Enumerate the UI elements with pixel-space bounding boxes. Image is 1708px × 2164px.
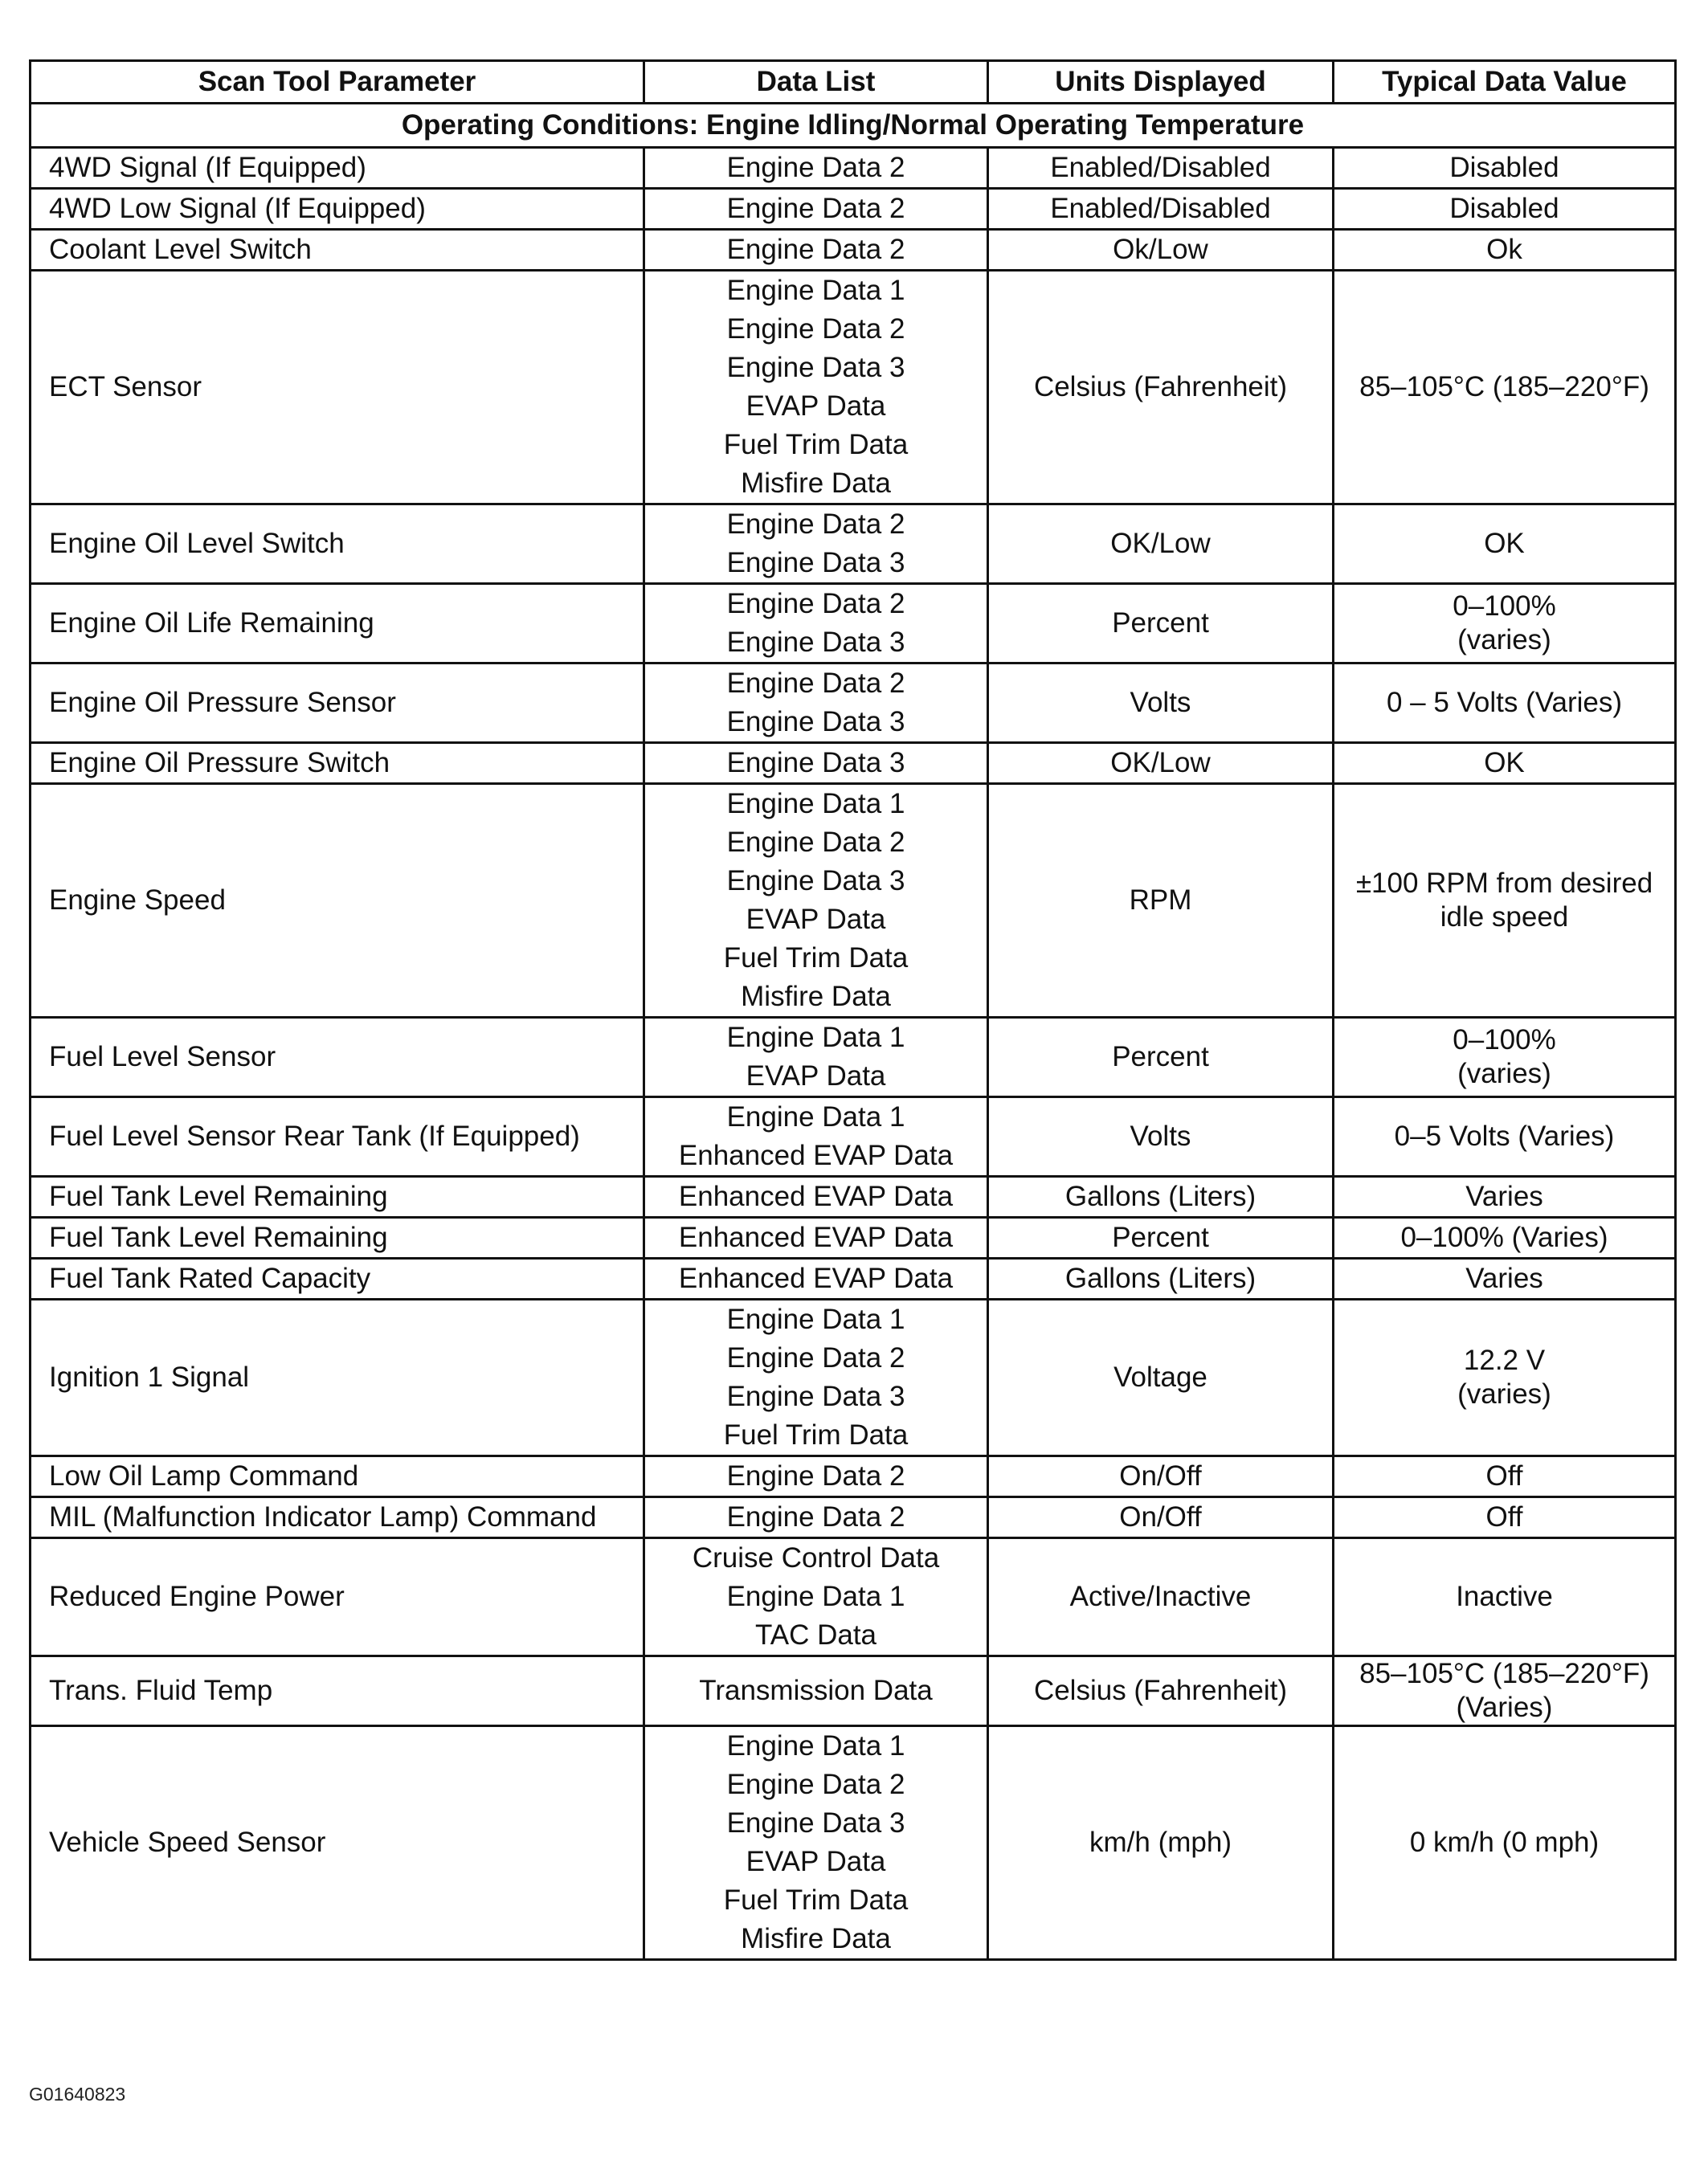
data-list-item: Engine Data 3 bbox=[726, 747, 905, 778]
data-list-item: Cruise Control Data bbox=[692, 1542, 940, 1574]
table-row bbox=[31, 1259, 1676, 1300]
typical-value-cell bbox=[1334, 1656, 1676, 1726]
data-list-item: Engine Data 3 bbox=[726, 627, 905, 658]
typical-value-line: Off bbox=[1485, 1460, 1523, 1492]
data-list-item: Engine Data 2 bbox=[726, 313, 905, 345]
units-cell: Volts bbox=[988, 1097, 1334, 1177]
typical-value-line: ±100 RPM from desired bbox=[1355, 868, 1653, 899]
units-cell: OK/Low bbox=[988, 743, 1334, 784]
data-list-item: Misfire Data bbox=[741, 468, 891, 499]
table-row bbox=[31, 271, 1676, 504]
units-cell: On/Off bbox=[988, 1497, 1334, 1538]
typical-value-cell bbox=[1334, 663, 1676, 743]
typical-value-cell bbox=[1334, 148, 1676, 189]
typical-value-cell bbox=[1334, 230, 1676, 271]
section-row bbox=[31, 104, 1676, 148]
data-list-item: Engine Data 1 bbox=[726, 1022, 905, 1053]
data-list-item: Engine Data 3 bbox=[726, 547, 905, 578]
data-list-cell bbox=[644, 230, 988, 271]
typical-value-cell bbox=[1334, 1300, 1676, 1456]
data-list-cell bbox=[644, 1097, 988, 1177]
typical-value-line: 85–105°C (185–220°F) bbox=[1359, 1658, 1649, 1689]
units-cell: Volts bbox=[988, 663, 1334, 743]
units-cell: Enabled/Disabled bbox=[988, 189, 1334, 230]
typical-value-cell bbox=[1334, 189, 1676, 230]
typical-value-line: 0 – 5 Volts (Varies) bbox=[1386, 687, 1623, 718]
data-list-item: Engine Data 1 bbox=[726, 788, 905, 819]
data-list-cell bbox=[644, 663, 988, 743]
table-row bbox=[31, 1726, 1676, 1960]
data-list-item: Transmission Data bbox=[699, 1675, 933, 1706]
parameter-cell: 4WD Low Signal (If Equipped) bbox=[31, 189, 644, 230]
data-list-item: Fuel Trim Data bbox=[723, 1884, 909, 1916]
header-row bbox=[31, 61, 1676, 104]
units-cell: Gallons (Liters) bbox=[988, 1259, 1334, 1300]
data-list-item: EVAP Data bbox=[746, 1846, 886, 1877]
typical-value-cell bbox=[1334, 1538, 1676, 1656]
data-list-cell bbox=[644, 189, 988, 230]
data-list-item: Engine Data 1 bbox=[726, 1304, 905, 1335]
units-cell: Percent bbox=[988, 584, 1334, 663]
data-list-item: Engine Data 3 bbox=[726, 706, 905, 737]
table-row bbox=[31, 1018, 1676, 1097]
typical-value-line: (Varies) bbox=[1456, 1692, 1553, 1723]
data-list-item: Engine Data 1 bbox=[726, 1101, 905, 1133]
data-list-item: Engine Data 2 bbox=[726, 1342, 905, 1374]
data-list-cell bbox=[644, 1018, 988, 1097]
parameter-cell: 4WD Signal (If Equipped) bbox=[31, 148, 644, 189]
units-cell: Ok/Low bbox=[988, 230, 1334, 271]
table-row bbox=[31, 504, 1676, 584]
parameter-cell: Ignition 1 Signal bbox=[31, 1300, 644, 1456]
data-list-item: Engine Data 2 bbox=[726, 1460, 905, 1492]
units-cell: Enabled/Disabled bbox=[988, 148, 1334, 189]
typical-value-line: Disabled bbox=[1449, 152, 1559, 183]
typical-value-line: (varies) bbox=[1457, 1378, 1551, 1410]
units-cell: RPM bbox=[988, 784, 1334, 1018]
typical-value-line: idle speed bbox=[1440, 901, 1569, 933]
typical-value-line: 0–100% bbox=[1453, 590, 1556, 622]
data-list-cell bbox=[644, 743, 988, 784]
data-list-item: Engine Data 1 bbox=[726, 275, 905, 306]
units-cell: OK/Low bbox=[988, 504, 1334, 584]
typical-value-cell bbox=[1334, 271, 1676, 504]
typical-value-line: OK bbox=[1484, 528, 1525, 559]
data-list-item: EVAP Data bbox=[746, 390, 886, 422]
table-row bbox=[31, 1218, 1676, 1259]
parameter-cell: Engine Oil Pressure Switch bbox=[31, 743, 644, 784]
units-cell: Celsius (Fahrenheit) bbox=[988, 1656, 1334, 1726]
table-row bbox=[31, 1538, 1676, 1656]
units-cell: Gallons (Liters) bbox=[988, 1177, 1334, 1218]
table-row bbox=[31, 584, 1676, 663]
data-list-item: TAC Data bbox=[754, 1619, 877, 1651]
data-list-item: Engine Data 3 bbox=[726, 352, 905, 383]
typical-value-cell bbox=[1334, 1097, 1676, 1177]
units-cell: Percent bbox=[988, 1018, 1334, 1097]
data-list-item: Fuel Trim Data bbox=[723, 429, 909, 460]
parameter-cell: Engine Oil Pressure Sensor bbox=[31, 663, 644, 743]
table-row bbox=[31, 1656, 1676, 1726]
typical-value-cell bbox=[1334, 784, 1676, 1018]
data-list-item: Enhanced EVAP Data bbox=[678, 1140, 954, 1171]
typical-value-cell bbox=[1334, 1259, 1676, 1300]
data-list-cell bbox=[644, 1218, 988, 1259]
parameter-cell: Vehicle Speed Sensor bbox=[31, 1726, 644, 1960]
parameter-cell: Engine Oil Life Remaining bbox=[31, 584, 644, 663]
typical-value-cell bbox=[1334, 1177, 1676, 1218]
header-units-displayed: Units Displayed bbox=[988, 61, 1334, 104]
table-row bbox=[31, 1097, 1676, 1177]
units-cell: Active/Inactive bbox=[988, 1538, 1334, 1656]
typical-value-line: 12.2 V bbox=[1463, 1345, 1546, 1376]
typical-value-cell bbox=[1334, 1456, 1676, 1497]
table-row bbox=[31, 784, 1676, 1018]
parameter-cell: Fuel Level Sensor Rear Tank (If Equipped) bbox=[31, 1097, 644, 1177]
typical-value-cell bbox=[1334, 1018, 1676, 1097]
data-list-item: Engine Data 2 bbox=[726, 193, 905, 224]
data-list-item: Engine Data 1 bbox=[726, 1730, 905, 1762]
parameter-cell: Fuel Tank Level Remaining bbox=[31, 1218, 644, 1259]
parameter-cell: ECT Sensor bbox=[31, 271, 644, 504]
typical-value-line: Disabled bbox=[1449, 193, 1559, 224]
parameter-cell: Coolant Level Switch bbox=[31, 230, 644, 271]
data-list-cell bbox=[644, 784, 988, 1018]
parameter-cell: Fuel Tank Level Remaining bbox=[31, 1177, 644, 1218]
typical-value-line: 0 km/h (0 mph) bbox=[1409, 1827, 1600, 1858]
parameter-cell: Fuel Tank Rated Capacity bbox=[31, 1259, 644, 1300]
data-list-item: EVAP Data bbox=[746, 904, 886, 935]
typical-value-line: Off bbox=[1485, 1501, 1523, 1533]
header-data-list: Data List bbox=[644, 61, 988, 104]
typical-value-line: (varies) bbox=[1457, 624, 1551, 655]
data-list-item: Fuel Trim Data bbox=[723, 942, 909, 974]
units-cell: Celsius (Fahrenheit) bbox=[988, 271, 1334, 504]
data-list-cell bbox=[644, 1259, 988, 1300]
typical-value-line: 0–100% (Varies) bbox=[1400, 1222, 1608, 1253]
data-list-item: Engine Data 3 bbox=[726, 1381, 905, 1412]
table-row bbox=[31, 663, 1676, 743]
data-list-item: Fuel Trim Data bbox=[723, 1419, 909, 1451]
data-list-cell bbox=[644, 584, 988, 663]
data-list-item: Engine Data 3 bbox=[726, 1807, 905, 1839]
data-list-item: Misfire Data bbox=[741, 1923, 891, 1954]
data-list-item: EVAP Data bbox=[746, 1060, 886, 1092]
data-list-cell bbox=[644, 1726, 988, 1960]
data-list-item: Engine Data 2 bbox=[726, 588, 905, 619]
data-list-item: Engine Data 2 bbox=[726, 152, 905, 183]
units-cell: Percent bbox=[988, 1218, 1334, 1259]
data-list-cell bbox=[644, 504, 988, 584]
typical-value-line: 0–5 Volts (Varies) bbox=[1394, 1121, 1615, 1152]
data-list-item: Engine Data 2 bbox=[726, 1501, 905, 1533]
data-list-cell bbox=[644, 1538, 988, 1656]
parameter-cell: Low Oil Lamp Command bbox=[31, 1456, 644, 1497]
data-list-item: Enhanced EVAP Data bbox=[678, 1181, 954, 1212]
data-list-item: Enhanced EVAP Data bbox=[678, 1222, 954, 1253]
table-row bbox=[31, 189, 1676, 230]
typical-value-line: OK bbox=[1484, 747, 1525, 778]
data-list-item: Engine Data 2 bbox=[726, 234, 905, 265]
table-row bbox=[31, 743, 1676, 784]
parameter-cell: Engine Speed bbox=[31, 784, 644, 1018]
parameter-cell: Trans. Fluid Temp bbox=[31, 1656, 644, 1726]
data-list-cell bbox=[644, 271, 988, 504]
data-list-item: Engine Data 2 bbox=[726, 1769, 905, 1800]
figure-id: G01640823 bbox=[29, 2084, 126, 2105]
units-cell: km/h (mph) bbox=[988, 1726, 1334, 1960]
typical-value-cell bbox=[1334, 743, 1676, 784]
data-list-item: Engine Data 2 bbox=[726, 668, 905, 699]
typical-value-line: Varies bbox=[1465, 1263, 1543, 1294]
data-list-item: Engine Data 1 bbox=[726, 1581, 905, 1612]
parameter-cell: Fuel Level Sensor bbox=[31, 1018, 644, 1097]
data-list-item: Enhanced EVAP Data bbox=[678, 1263, 954, 1294]
table-row bbox=[31, 1497, 1676, 1538]
table-row bbox=[31, 1177, 1676, 1218]
header-typical-data-value: Typical Data Value bbox=[1334, 61, 1676, 104]
parameter-cell: Engine Oil Level Switch bbox=[31, 504, 644, 584]
units-cell: Voltage bbox=[988, 1300, 1334, 1456]
data-list-item: Engine Data 2 bbox=[726, 508, 905, 540]
typical-value-line: Inactive bbox=[1456, 1581, 1553, 1612]
typical-value-cell bbox=[1334, 504, 1676, 584]
typical-value-cell bbox=[1334, 1726, 1676, 1960]
scan-tool-data-table bbox=[29, 59, 1677, 1961]
data-list-cell bbox=[644, 1456, 988, 1497]
data-list-item: Engine Data 3 bbox=[726, 865, 905, 896]
data-list-item: Misfire Data bbox=[741, 981, 891, 1012]
typical-value-line: Varies bbox=[1465, 1181, 1543, 1212]
typical-value-cell bbox=[1334, 1497, 1676, 1538]
data-list-item: Engine Data 2 bbox=[726, 827, 905, 858]
parameter-cell: Reduced Engine Power bbox=[31, 1538, 644, 1656]
table-row bbox=[31, 230, 1676, 271]
data-list-cell bbox=[644, 148, 988, 189]
typical-value-cell bbox=[1334, 584, 1676, 663]
data-list-cell bbox=[644, 1177, 988, 1218]
data-list-cell bbox=[644, 1656, 988, 1726]
operating-conditions-heading: Operating Conditions: Engine Idling/Normal Operating Temperature bbox=[31, 104, 1676, 148]
units-cell: On/Off bbox=[988, 1456, 1334, 1497]
data-list-cell bbox=[644, 1497, 988, 1538]
parameter-cell: MIL (Malfunction Indicator Lamp) Command bbox=[31, 1497, 644, 1538]
header-scan-tool-parameter: Scan Tool Parameter bbox=[31, 61, 644, 104]
table-row bbox=[31, 1456, 1676, 1497]
typical-value-line: 0–100% bbox=[1453, 1024, 1556, 1055]
table-row bbox=[31, 148, 1676, 189]
typical-value-line: (varies) bbox=[1457, 1058, 1551, 1089]
typical-value-cell bbox=[1334, 1218, 1676, 1259]
typical-value-line: Ok bbox=[1486, 234, 1522, 265]
data-list-cell bbox=[644, 1300, 988, 1456]
typical-value-line: 85–105°C (185–220°F) bbox=[1359, 371, 1649, 402]
table-row bbox=[31, 1300, 1676, 1456]
